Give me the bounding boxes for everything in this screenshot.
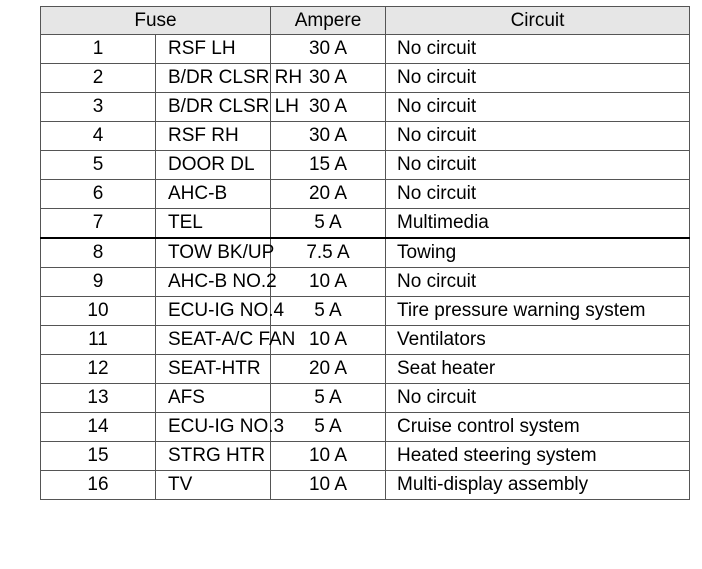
ampere-cell: 20 A (271, 180, 386, 209)
fuse-number-cell: 11 (41, 326, 156, 355)
fuse-name-cell: DOOR DL (156, 151, 271, 180)
table-header-row (41, 7, 690, 35)
fuse-number-cell: 3 (41, 93, 156, 122)
table-row (41, 151, 690, 180)
ampere-cell: 30 A (271, 64, 386, 93)
fuse-number-cell: 12 (41, 355, 156, 384)
ampere-cell: 10 A (271, 326, 386, 355)
ampere-cell: 15 A (271, 151, 386, 180)
circuit-cell: Heated steering system (386, 442, 690, 471)
fuse-name-cell: SEAT-A/C FAN (156, 326, 271, 355)
table-row (41, 384, 690, 413)
ampere-cell: 5 A (271, 384, 386, 413)
circuit-cell: Ventilators (386, 326, 690, 355)
fuse-number-cell: 8 (41, 238, 156, 268)
circuit-cell: No circuit (386, 122, 690, 151)
table-body (41, 35, 690, 500)
fuse-name-cell: SEAT-HTR (156, 355, 271, 384)
header-fuse: Fuse (41, 7, 271, 35)
fuse-name-cell: TOW BK/UP (156, 238, 271, 268)
fuse-number-cell: 2 (41, 64, 156, 93)
circuit-cell: Seat heater (386, 355, 690, 384)
ampere-cell: 7.5 A (271, 238, 386, 268)
fuse-number-cell: 4 (41, 122, 156, 151)
fuse-number-cell: 14 (41, 413, 156, 442)
fuse-name-cell: AHC-B (156, 180, 271, 209)
fuse-number-cell: 1 (41, 35, 156, 64)
ampere-cell: 10 A (271, 268, 386, 297)
circuit-cell: No circuit (386, 268, 690, 297)
fuse-name-cell: ECU-IG NO.4 (156, 297, 271, 326)
circuit-cell: Towing (386, 238, 690, 268)
circuit-cell: Tire pressure warning system (386, 297, 690, 326)
fuse-name-cell: RSF RH (156, 122, 271, 151)
circuit-cell: No circuit (386, 35, 690, 64)
ampere-cell: 5 A (271, 413, 386, 442)
table-row (41, 355, 690, 384)
ampere-cell: 10 A (271, 471, 386, 500)
table-row (41, 326, 690, 355)
ampere-cell: 30 A (271, 122, 386, 151)
fuse-name-cell: B/DR CLSR LH (156, 93, 271, 122)
fuse-number-cell: 13 (41, 384, 156, 413)
circuit-cell: No circuit (386, 93, 690, 122)
fuse-number-cell: 7 (41, 209, 156, 239)
fuse-number-cell: 16 (41, 471, 156, 500)
fuse-number-cell: 6 (41, 180, 156, 209)
circuit-cell: No circuit (386, 180, 690, 209)
header-circuit: Circuit (386, 7, 690, 35)
circuit-cell: No circuit (386, 64, 690, 93)
header-ampere: Ampere (271, 7, 386, 35)
table-row (41, 297, 690, 326)
circuit-cell: Multi-display assembly (386, 471, 690, 500)
fuse-name-cell: RSF LH (156, 35, 271, 64)
fuse-number-cell: 15 (41, 442, 156, 471)
ampere-cell: 5 A (271, 297, 386, 326)
table-row (41, 64, 690, 93)
fuse-number-cell: 5 (41, 151, 156, 180)
fuse-name-cell: STRG HTR (156, 442, 271, 471)
table-row (41, 35, 690, 64)
fuse-table (40, 6, 690, 500)
ampere-cell: 20 A (271, 355, 386, 384)
fuse-name-cell: ECU-IG NO.3 (156, 413, 271, 442)
fuse-number-cell: 10 (41, 297, 156, 326)
circuit-cell: No circuit (386, 151, 690, 180)
fuse-number-cell: 9 (41, 268, 156, 297)
fuse-name-cell: AHC-B NO.2 (156, 268, 271, 297)
table-row (41, 209, 690, 239)
table-row (41, 93, 690, 122)
table-row (41, 238, 690, 268)
ampere-cell: 30 A (271, 35, 386, 64)
circuit-cell: Cruise control system (386, 413, 690, 442)
ampere-cell: 10 A (271, 442, 386, 471)
table-row (41, 180, 690, 209)
ampere-cell: 5 A (271, 209, 386, 239)
fuse-name-cell: TV (156, 471, 271, 500)
fuse-name-cell: AFS (156, 384, 271, 413)
fuse-name-cell: B/DR CLSR RH (156, 64, 271, 93)
table-row (41, 442, 690, 471)
fuse-name-cell: TEL (156, 209, 271, 239)
ampere-cell: 30 A (271, 93, 386, 122)
table-row (41, 268, 690, 297)
circuit-cell: Multimedia (386, 209, 690, 239)
table-row (41, 413, 690, 442)
table-row (41, 471, 690, 500)
circuit-cell: No circuit (386, 384, 690, 413)
table-row (41, 122, 690, 151)
